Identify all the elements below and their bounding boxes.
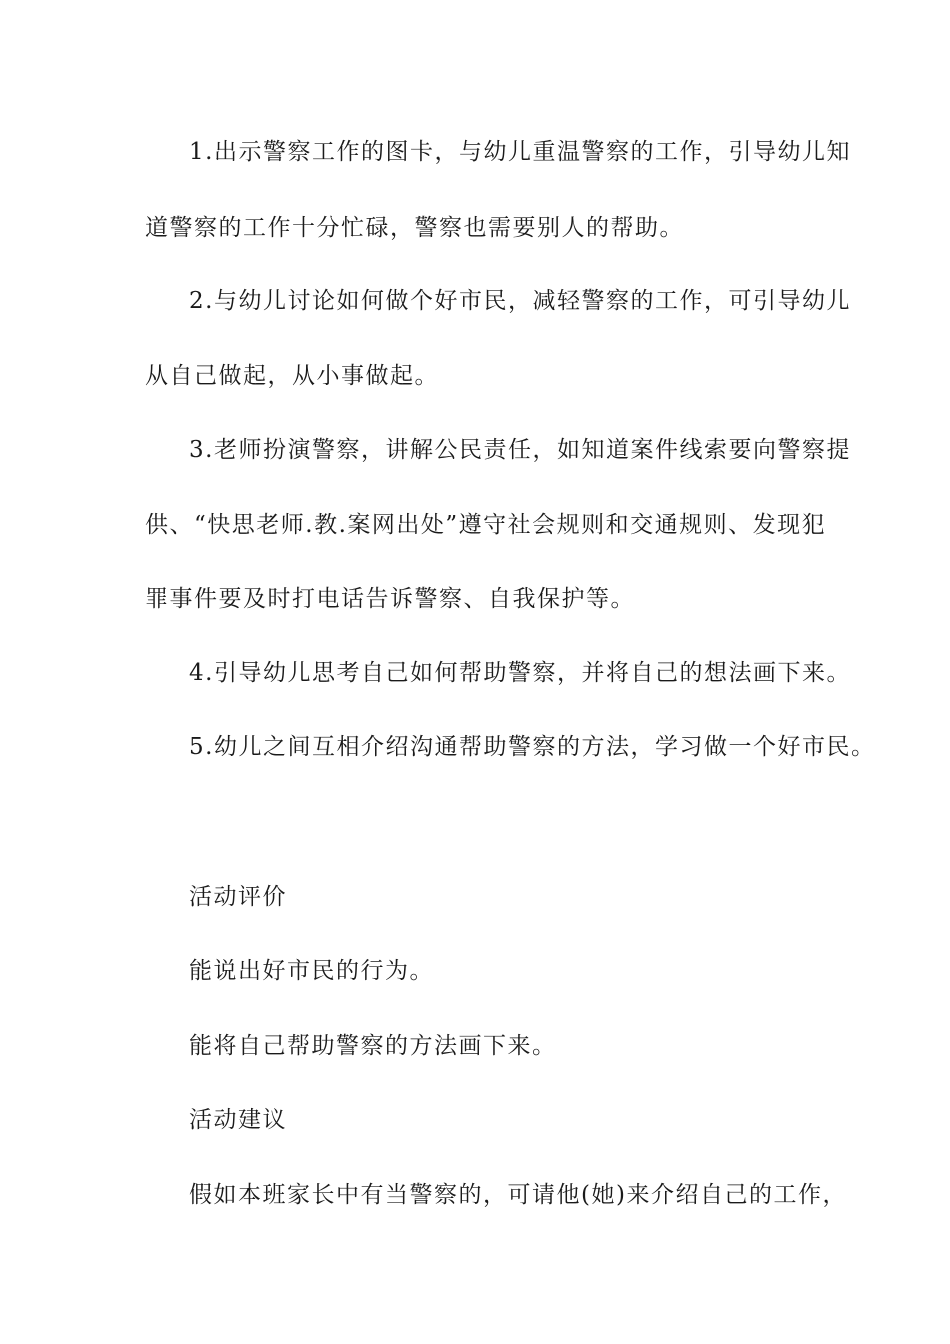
suggestion-line-1: 假如本班家长中有当警察的，可请他(她)来介绍自己的工作， [189,1182,847,1208]
step-1-line-1: 1.出示警察工作的图卡，与幼儿重温警察的工作，引导幼儿知 [189,139,851,165]
section-heading-evaluation: 活动评价 [189,884,287,910]
step-3-line-2: 供、“快思老师.教.案网出处”遵守社会规则和交通规则、发现犯 [145,512,827,538]
step-2-line-1: 2.与幼儿讨论如何做个好市民，减轻警察的工作，可引导幼儿 [189,288,851,314]
section-heading-suggestion: 活动建议 [189,1107,287,1133]
step-1-line-2: 道警察的工作十分忙碌，警察也需要别人的帮助。 [145,215,684,241]
step-5-line: 5.幼儿之间互相介绍沟通帮助警察的方法，学习做一个好市民。 [189,734,876,760]
step-4-line: 4.引导幼儿思考自己如何帮助警察，并将自己的想法画下来。 [189,660,851,686]
evaluation-item-2: 能将自己帮助警察的方法画下来。 [189,1033,557,1059]
evaluation-item-1: 能说出好市民的行为。 [189,958,434,984]
step-3-line-3: 罪事件要及时打电话告诉警察、自我保护等。 [145,586,635,612]
step-2-line-2: 从自己做起，从小事做起。 [145,363,439,389]
step-3-line-1: 3.老师扮演警察，讲解公民责任，如知道案件线索要向警察提 [189,437,851,463]
